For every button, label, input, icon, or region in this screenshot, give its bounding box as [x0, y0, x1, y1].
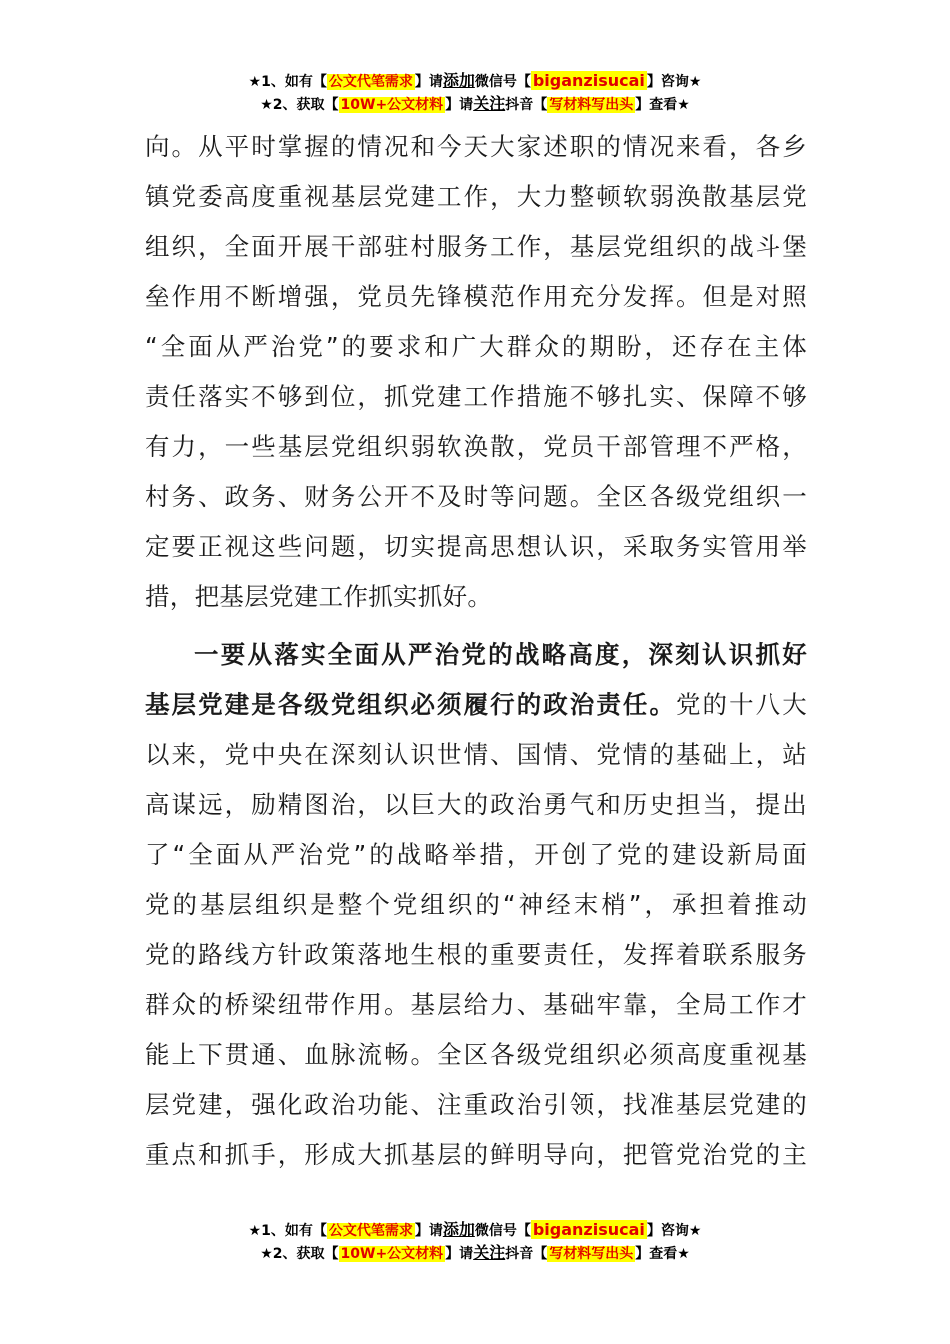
notice-line-1: [0, 69, 950, 92]
notice-douyin-id: 写材料写出头: [549, 97, 634, 113]
notice-wechat-id: biganzisucai: [532, 1220, 645, 1239]
notice-text: ★1、如有【: [248, 1223, 327, 1239]
notice-text: 抖音【: [505, 1246, 548, 1262]
notice-text: ★1、如有【: [248, 74, 327, 90]
document-body: [145, 122, 807, 1180]
header-notice: [0, 69, 950, 115]
notice-text: 】查看★: [635, 1246, 690, 1262]
text-line: 镇党委高度重视基层党建工作，大力整顿软弱涣散基层党: [145, 182, 807, 211]
text-line: 责任落实不够到位，抓党建工作措施不够扎实、保障不够: [145, 382, 807, 411]
text-line: 以来，党中央在深刻认识世情、国情、党情的基础上，站: [145, 740, 807, 769]
text-span: 党的十八大: [676, 690, 807, 719]
notice-text: 微信号【: [474, 74, 531, 90]
notice-wechat-id: biganzisucai: [532, 71, 645, 90]
text-line: “全面从严治党”的要求和广大群众的期盼，还存在主体: [145, 332, 807, 361]
notice-underline: 添加: [442, 1220, 475, 1239]
notice-text: 】请: [414, 1223, 443, 1239]
text-line: 垒作用不断增强，党员先锋模范作用充分发挥。但是对照: [145, 282, 807, 311]
notice-line-2: [0, 1241, 950, 1264]
text-line: 村务、政务、财务公开不及时等问题。全区各级党组织一: [145, 482, 807, 511]
text-line: 层党建，强化政治功能、注重政治引领，找准基层党建的: [145, 1090, 807, 1119]
notice-text: 】查看★: [635, 97, 690, 113]
notice-text: 】请: [445, 1246, 474, 1262]
text-line: 党的路线方针政策落地生根的重要责任，发挥着联系服务: [145, 940, 807, 969]
text-line: 措，把基层党建工作抓实抓好。: [145, 582, 493, 611]
text-line: 有力，一些基层党组织弱软涣散，党员干部管理不严格，: [145, 432, 807, 461]
notice-text: 】咨询★: [646, 1223, 702, 1239]
text-line: 能上下贯通、血脉流畅。全区各级党组织必须高度重视基: [145, 1040, 807, 1069]
paragraph-2-heading-line-2: 基层党建是各级党组织必须履行的政治责任。: [145, 690, 676, 719]
notice-text: ★2、获取【: [260, 1246, 339, 1262]
text-line: 向。从平时掌握的情况和今天大家述职的情况来看，各乡: [145, 132, 807, 161]
notice-text: 抖音【: [505, 97, 548, 113]
text-line: 高谋远，励精图治，以巨大的政治勇气和历史担当，提出: [145, 790, 807, 819]
paragraph-1: [145, 122, 807, 622]
notice-highlight: 公文代笔需求: [328, 1223, 413, 1239]
notice-underline: 关注: [473, 1243, 506, 1262]
text-line: 党的基层组织是整个党组织的“神经末梢”，承担着推动: [145, 890, 807, 919]
notice-text: 】咨询★: [646, 74, 702, 90]
notice-text: ★2、获取【: [260, 97, 339, 113]
notice-douyin-id: 写材料写出头: [549, 1246, 634, 1262]
text-line: 定要正视这些问题，切实提高思想认识，采取务实管用举: [145, 532, 807, 561]
text-line: 组织，全面开展干部驻村服务工作，基层党组织的战斗堡: [145, 232, 807, 261]
notice-text: 】请: [445, 97, 474, 113]
notice-highlight: 公文代笔需求: [328, 74, 413, 90]
paragraph-2: [145, 630, 807, 1180]
notice-highlight: 10W+公文材料: [340, 1246, 444, 1262]
notice-text: 微信号【: [474, 1223, 531, 1239]
notice-underline: 关注: [473, 94, 506, 113]
notice-line-1: [0, 1218, 950, 1241]
notice-highlight: 10W+公文材料: [340, 97, 444, 113]
text-line: 重点和抓手，形成大抓基层的鲜明导向，把管党治党的主: [145, 1140, 807, 1169]
notice-underline: 添加: [442, 71, 475, 90]
text-line: 群众的桥梁纽带作用。基层给力、基础牢靠，全局工作才: [145, 990, 807, 1019]
footer-notice: [0, 1218, 950, 1264]
text-line: [145, 680, 807, 730]
text-line: 了“全面从严治党”的战略举措，开创了党的建设新局面: [145, 840, 807, 869]
notice-line-2: [0, 92, 950, 115]
paragraph-2-heading-line-1: 一要从落实全面从严治党的战略高度，深刻认识抓好: [194, 640, 807, 669]
notice-text: 】请: [414, 74, 443, 90]
